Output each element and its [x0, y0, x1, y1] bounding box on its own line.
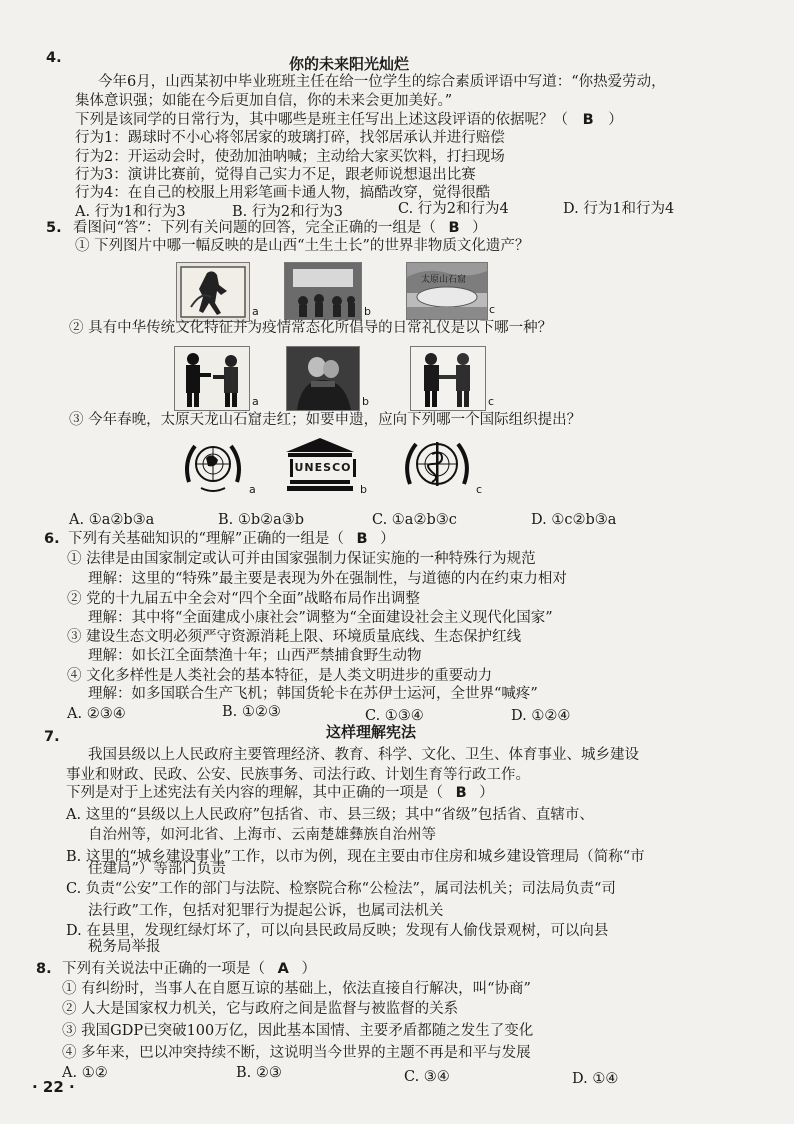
shadow-puppet-image — [176, 262, 250, 322]
q7-number: 7. — [44, 729, 60, 745]
unesco-text: UNESCO — [290, 459, 356, 477]
q4-intro-line1: 今年6月，山西某初中毕业班班主任在给一位学生的综合素质评语中写道：“你热爱劳动， — [98, 74, 666, 90]
q4-question — [75, 110, 623, 130]
q6-item4: ④ 文化多样性是人类社会的基本特征，是人类文明进步的重要动力 — [67, 668, 493, 684]
q6-item1-understanding: 理解：这里的“特殊”最主要是表现为外在强制性，与道德的内在约束力相对 — [88, 571, 567, 587]
q4-behavior-4: 行为4：在自己的校服上用彩笔画卡通人物，搞酷改穿，觉得很酷 — [75, 185, 491, 201]
q7-answer: B — [455, 785, 467, 801]
q5-option-b: B. ①b②a③b — [218, 512, 305, 528]
unesco-emblem-icon — [284, 436, 356, 494]
q5-answer: B — [448, 220, 460, 236]
q5-row2-label-a: a — [252, 395, 259, 408]
q5-stem-close: ） — [472, 220, 487, 236]
q8-number: 8. — [36, 961, 52, 977]
q4-behavior-3: 行为3：演讲比赛前，觉得自己实力不足，跟老师说想退出比赛 — [75, 167, 476, 183]
q8-stem-close: ） — [301, 961, 316, 977]
q7-option-c-line2: 法行政”工作，包括对犯罪行为提起公诉，也属司法机关 — [88, 903, 444, 919]
page-number: · 22 · — [32, 1078, 75, 1096]
q5-row3-label-b: b — [360, 483, 367, 496]
q8-option-a: A. ①② — [62, 1065, 108, 1081]
q8-option-c: C. ③④ — [404, 1069, 450, 1085]
q5-row1-label-b: b — [364, 305, 371, 318]
q8-stem — [62, 959, 316, 979]
q5-sub2: ② 具有中华传统文化特征并为疫情常态化所倡导的日常礼仪是以下哪一种？ — [69, 320, 553, 336]
q4-question-text: 下列是该同学的日常行为，其中哪些是班主任写出上述这段评语的依据呢？（ — [75, 112, 568, 128]
q7-question-text: 下列是对于上述宪法有关内容的理解，其中正确的一项是（ — [66, 785, 443, 801]
stone-inscription: 太原山石窟 — [421, 275, 467, 285]
who-emblem-icon — [402, 434, 472, 496]
q6-stem-text: 下列有关基础知识的“理解”正确的一组是（ — [68, 531, 344, 547]
gongshou-greeting-image — [174, 346, 250, 411]
q5-stem — [73, 218, 487, 238]
q6-item2: ② 党的十九届五中全会对“四个全面”战略布局作出调整 — [67, 591, 420, 607]
q8-option-d: D. ①④ — [572, 1071, 619, 1087]
q4-option-c: C. 行为2和行为4 — [398, 201, 509, 217]
q6-item2-understanding: 理解：其中将“全面建成小康社会”调整为“全面建设社会主义现代化国家” — [88, 610, 553, 626]
q6-number: 6. — [44, 531, 60, 547]
q7-intro-line1: 我国县级以上人民政府主要管理经济、教育、科学、文化、卫生、体育事业、城乡建设 — [88, 747, 639, 763]
q5-row2-label-b: b — [362, 395, 369, 408]
q5-sub3: ③ 今年春晚，太原天龙山石窟走红；如要申遗，应向下列哪一个国际组织提出？ — [69, 412, 582, 428]
q8-answer: A — [277, 961, 289, 977]
q4-behavior-1: 行为1：踢球时不小心将邻居家的玻璃打碎，找邻居承认并进行赔偿 — [75, 130, 505, 146]
q4-option-d: D. 行为1和行为4 — [563, 201, 675, 217]
q7-question — [66, 783, 494, 803]
q8-item2: ② 人大是国家权力机关，它与政府之间是监督与被监督的关系 — [62, 1001, 459, 1017]
q4-answer: B — [582, 112, 594, 128]
q7-option-a-line1: A. 这里的“县级以上人民政府”包括省、市、县三级；其中“省级”包括省、直辖市、 — [66, 807, 594, 823]
q5-row1-label-c: c — [489, 303, 496, 316]
q7-intro-line2: 事业和财政、民政、公安、民族事务、司法行政、计划生育等行政工作。 — [66, 767, 530, 783]
q7-option-b-line2: 住建局”）等部门负责 — [88, 861, 226, 877]
q6-item4-understanding: 理解：如多国联合生产飞机；韩国货轮卡在苏伊士运河，全世界“喊疼” — [88, 686, 538, 702]
q6-item3: ③ 建设生态文明必须严守资源消耗上限、环境质量底线、生态保护红线 — [67, 629, 522, 645]
q5-stem-text: 看图问“答”：下列有关问题的回答，完全正确的一组是（ — [73, 220, 436, 236]
hug-greeting-image — [286, 346, 360, 411]
q6-stem-close: ） — [380, 531, 395, 547]
q5-row3-label-a: a — [249, 483, 256, 496]
q6-stem — [68, 529, 395, 549]
q8-option-b: B. ②③ — [236, 1065, 282, 1081]
q4-behavior-2: 行为2：开运动会时，使劲加油呐喊；主动给大家买饮料，打扫现场 — [75, 149, 505, 165]
stage-performance-image — [284, 262, 362, 320]
q8-item4: ④ 多年来，巴以冲突持续不断，这说明当今世界的主题不再是和平与发展 — [62, 1045, 531, 1061]
q4-intro-line2: 集体意识强；如能在今后更加自信，你的未来会更加美好。” — [75, 93, 453, 109]
q7-option-a-line2: 自治州等，如河北省、上海市、云南楚雄彝族自治州等 — [88, 827, 436, 843]
q6-option-d: D. ①②④ — [511, 708, 571, 724]
q7-option-d-line2: 税务局举报 — [88, 939, 161, 955]
q5-option-a: A. ①a②b③a — [69, 512, 155, 528]
q5-option-d: D. ①c②b③a — [531, 512, 617, 528]
q4-number: 4. — [46, 50, 62, 66]
q6-option-b: B. ①②③ — [222, 704, 281, 720]
q6-item1: ① 法律是由国家制定或认可并由国家强制力保证实施的一种特殊行为规范 — [67, 551, 536, 567]
un-emblem-icon — [181, 436, 245, 496]
q6-item3-understanding: 理解：如长江全面禁渔十年；山西严禁捕食野生动物 — [88, 648, 422, 664]
q5-row2-label-c: c — [488, 395, 495, 408]
q6-option-c: C. ①③④ — [365, 708, 424, 724]
q4-option-b: B. 行为2和行为3 — [232, 204, 343, 220]
q8-stem-text: 下列有关说法中正确的一项是（ — [62, 961, 265, 977]
q6-option-a: A. ②③④ — [67, 706, 126, 722]
q6-answer: B — [356, 531, 368, 547]
q7-option-d-line1: D. 在县里，发现红绿灯坏了，可以向县民政局反映；发现有人偷伐景观树，可以向县 — [66, 923, 609, 939]
handshake-greeting-image — [410, 346, 486, 411]
q7-option-b-line1: B. 这里的“城乡建设事业”工作，以市为例，现在主要由市住房和城乡建设管理局（简称“市 — [66, 849, 645, 865]
q5-row1-label-a: a — [252, 305, 259, 318]
q4-question-close: ） — [608, 112, 623, 128]
q4-title: 你的未来阳光灿烂 — [289, 55, 410, 73]
q7-question-close: ） — [479, 785, 494, 801]
q7-title: 这样理解宪法 — [326, 723, 417, 741]
q5-number: 5. — [46, 220, 62, 236]
q5-sub1: ① 下列图片中哪一幅反映的是山西“土生土长”的世界非物质文化遗产？ — [75, 238, 530, 254]
q8-item1: ① 有纠纷时，当事人在自愿互谅的基础上，依法直接自行解决，叫“协商” — [62, 981, 531, 997]
q7-option-c-line1: C. 负责“公安”工作的部门与法院、检察院合称“公检法”，属司法机关；司法局负责“司 — [66, 881, 616, 897]
q8-item3: ③ 我国GDP已突破100万亿，因此基本国情、主要矛盾都随之发生了变化 — [62, 1023, 534, 1039]
grotto-stone-image — [406, 262, 488, 320]
q5-option-c: C. ①a②b③c — [372, 512, 457, 528]
q4-option-a: A. 行为1和行为3 — [75, 204, 186, 220]
q5-row3-label-c: c — [476, 483, 483, 496]
